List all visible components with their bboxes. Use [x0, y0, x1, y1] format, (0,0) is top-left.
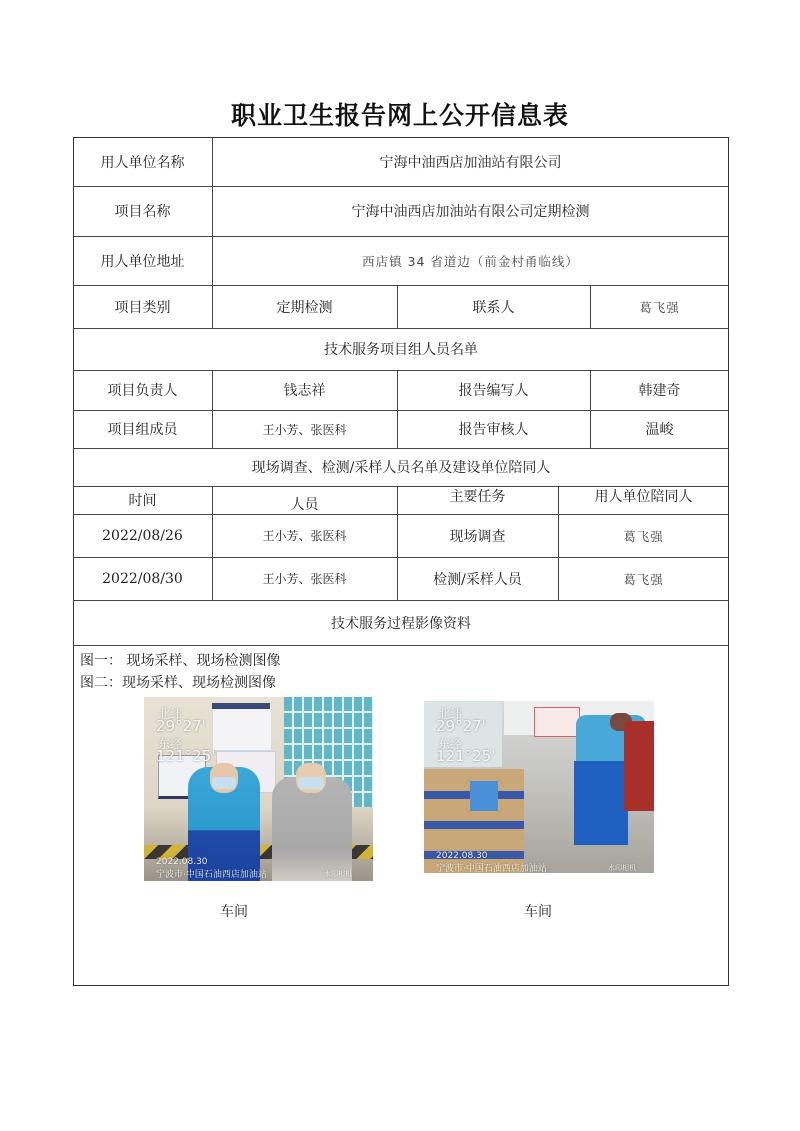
photo-2-lon: 121°25' — [436, 747, 496, 765]
row-divider — [73, 645, 729, 646]
contact-value: 葛飞强 — [639, 299, 680, 315]
photo-2-date: 2022.08.30 — [436, 851, 488, 861]
photo-2-app: 水印相机 — [608, 864, 636, 872]
photo-1-lat: 29°27' — [156, 717, 206, 735]
photo-2-location: 宁波市·中国石油西店加油站 — [436, 864, 547, 873]
survey-section-title: 现场调查、检测/采样人员名单及建设单位陪同人 — [251, 460, 551, 476]
employer-name-label: 用人单位名称 — [100, 154, 185, 171]
survey-row-2-date: 2022/08/30 — [102, 570, 183, 587]
team-section-title: 技术服务项目组人员名单 — [324, 342, 478, 358]
site-photo-1 — [144, 697, 373, 881]
employer-address-label: 用人单位地址 — [100, 253, 185, 270]
survey-row-1-task: 现场调查 — [449, 528, 506, 545]
contact-label: 联系人 — [472, 299, 515, 316]
project-name-label: 项目名称 — [114, 204, 171, 220]
survey-header-task: 主要任务 — [449, 489, 506, 505]
members-label: 项目组成员 — [107, 422, 178, 438]
photo-2-caption: 车间 — [524, 904, 552, 920]
survey-row-1-date: 2022/08/26 — [102, 527, 183, 544]
photo-1-app: 水印相机 — [324, 870, 352, 878]
figure-line-2: 图二：现场采样、现场检测图像 — [80, 675, 276, 691]
reviewer-label: 报告审核人 — [458, 422, 529, 438]
members-value: 王小芳、张医科 — [262, 422, 347, 437]
survey-row-2-escort: 葛飞强 — [623, 571, 664, 587]
photo-2-lat: 29°27' — [436, 717, 486, 735]
writer-value: 韩建奇 — [638, 383, 681, 399]
survey-row-1-escort: 葛飞强 — [623, 528, 664, 544]
reviewer-value: 温峻 — [645, 422, 674, 438]
figure-line-1: 图一： 现场采样、现场检测图像 — [80, 653, 281, 669]
project-type-value: 定期检测 — [276, 299, 333, 316]
document-title: 职业卫生报告网上公开信息表 — [230, 101, 569, 130]
site-photo-2 — [424, 701, 654, 873]
survey-header-staff: 人员 — [290, 497, 319, 513]
photo-1-lat-label: 北纬 — [158, 707, 183, 721]
project-name-value: 宁海中油西店加油站有限公司定期检测 — [351, 204, 590, 220]
media-section-title: 技术服务过程影像资料 — [331, 615, 471, 632]
employer-address-value: 西店镇 34 省道边（前金村甬临线） — [362, 253, 579, 269]
photo-1-location: 宁波市·中国石油西店加油站 — [156, 870, 267, 880]
survey-row-2-task: 检测/采样人员 — [433, 571, 522, 588]
project-type-label: 项目类别 — [114, 299, 171, 316]
photo-1-lon: 121°25' — [156, 747, 216, 765]
photo-2-lat-label: 北纬 — [438, 707, 463, 721]
survey-row-1-staff: 王小芳、张医科 — [262, 529, 347, 543]
photo-1-lon-label: 东经 — [158, 737, 183, 751]
photo-1-date: 2022.08.30 — [156, 857, 208, 867]
survey-header-time: 时间 — [128, 493, 157, 509]
photo-1-caption: 车间 — [220, 904, 248, 920]
survey-row-2-staff: 王小芳、张医科 — [262, 572, 347, 586]
survey-header-escort: 用人单位陪同人 — [594, 489, 693, 505]
leader-label: 项目负责人 — [107, 383, 178, 399]
photo-2-lon-label: 东经 — [438, 737, 463, 751]
writer-label: 报告编写人 — [458, 383, 529, 399]
employer-name-value: 宁海中油西店加油站有限公司 — [379, 154, 562, 171]
leader-value: 钱志祥 — [283, 383, 326, 399]
